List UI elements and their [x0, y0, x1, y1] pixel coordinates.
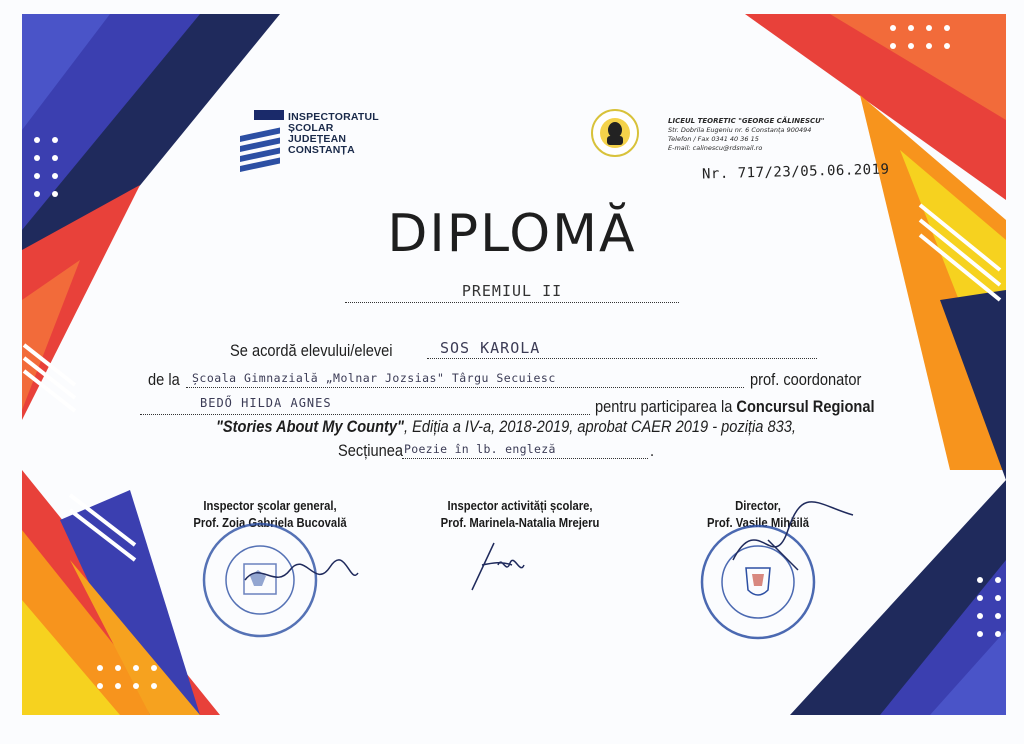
line-3-wrap [595, 397, 920, 417]
coordinator-dots [140, 414, 590, 415]
section-dots [402, 458, 648, 459]
award-underline [345, 302, 679, 303]
line-4-suffix: , Ediția a IV-a, 2018-2019, aprobat CAER 2019 - poziția 833, [403, 417, 796, 436]
body-line-4 [216, 417, 890, 437]
isj-line: CONSTANȚA [288, 144, 355, 156]
school-dots [186, 387, 744, 388]
signature-role: Inspector activități școlare, [447, 499, 593, 513]
line-3-suffix: pentru participarea la [595, 397, 733, 416]
signature-name: Prof. Zoia Gabriela Bucovală [193, 516, 347, 530]
contest-name: "Stories About My County" [216, 417, 404, 436]
registration-number: Nr. 717/23/05.06.2019 [701, 161, 890, 183]
student-name: SOS KAROLA [440, 339, 541, 357]
signature-role: Director, [735, 499, 781, 513]
line-2-prefix: de la [148, 370, 180, 389]
school-logo-icon [590, 108, 640, 158]
section-end: . [650, 441, 655, 460]
signature-scribble-3-icon [728, 500, 858, 580]
line-4-text [216, 417, 796, 437]
signature-scribble-2-icon [462, 535, 532, 595]
body-line-2 [148, 370, 185, 390]
line-2-suffix: prof. coordonator [750, 370, 862, 389]
school-value: Școala Gimnazială „Molnar Jozsias" Târgu Secuiesc [192, 371, 556, 385]
contest-type: Concursul Regional [736, 397, 875, 416]
diploma-title: DIPLOMĂ [387, 204, 637, 264]
section-prefix: Secțiunea [338, 441, 404, 460]
isj-line: ȘCOLAR [288, 122, 334, 134]
isj-line: INSPECTORATUL [288, 111, 379, 123]
award-name: PREMIUL II [461, 282, 563, 300]
section-value: Poezie în lb. engleză [404, 442, 556, 456]
signature-name: Prof. Marinela-Natalia Mrejeru [440, 516, 600, 530]
isj-name [288, 112, 379, 156]
school-phone: Telefon / Fax 0341 40 36 15 [668, 135, 759, 143]
isj-line: JUDEȚEAN [288, 133, 347, 145]
school-email: E-mail: calinescu@rdsmail.ro [668, 144, 763, 152]
student-name-dots [427, 358, 817, 359]
school-name: LICEUL TEORETIC "GEORGE CĂLINESCU" [668, 117, 825, 125]
coordinator-value: BEDŐ HILDA AGNES [200, 396, 332, 410]
line-2-suffix-wrap [750, 370, 879, 390]
school-address: Str. Dobrila Eugeniu nr. 6 Constanța 900494 [668, 126, 812, 134]
line-3-text [595, 397, 875, 417]
line-1-prefix: Se acordă elevului/elevei [230, 341, 393, 360]
signature-name: Prof. Vasile Mihăilă [707, 516, 809, 530]
signature-role: Inspector școlar general, [203, 499, 337, 513]
signature-block-2 [412, 498, 628, 532]
school-info [668, 117, 868, 153]
signature-scribble-1-icon [240, 555, 360, 595]
body-line-1 [230, 341, 419, 361]
